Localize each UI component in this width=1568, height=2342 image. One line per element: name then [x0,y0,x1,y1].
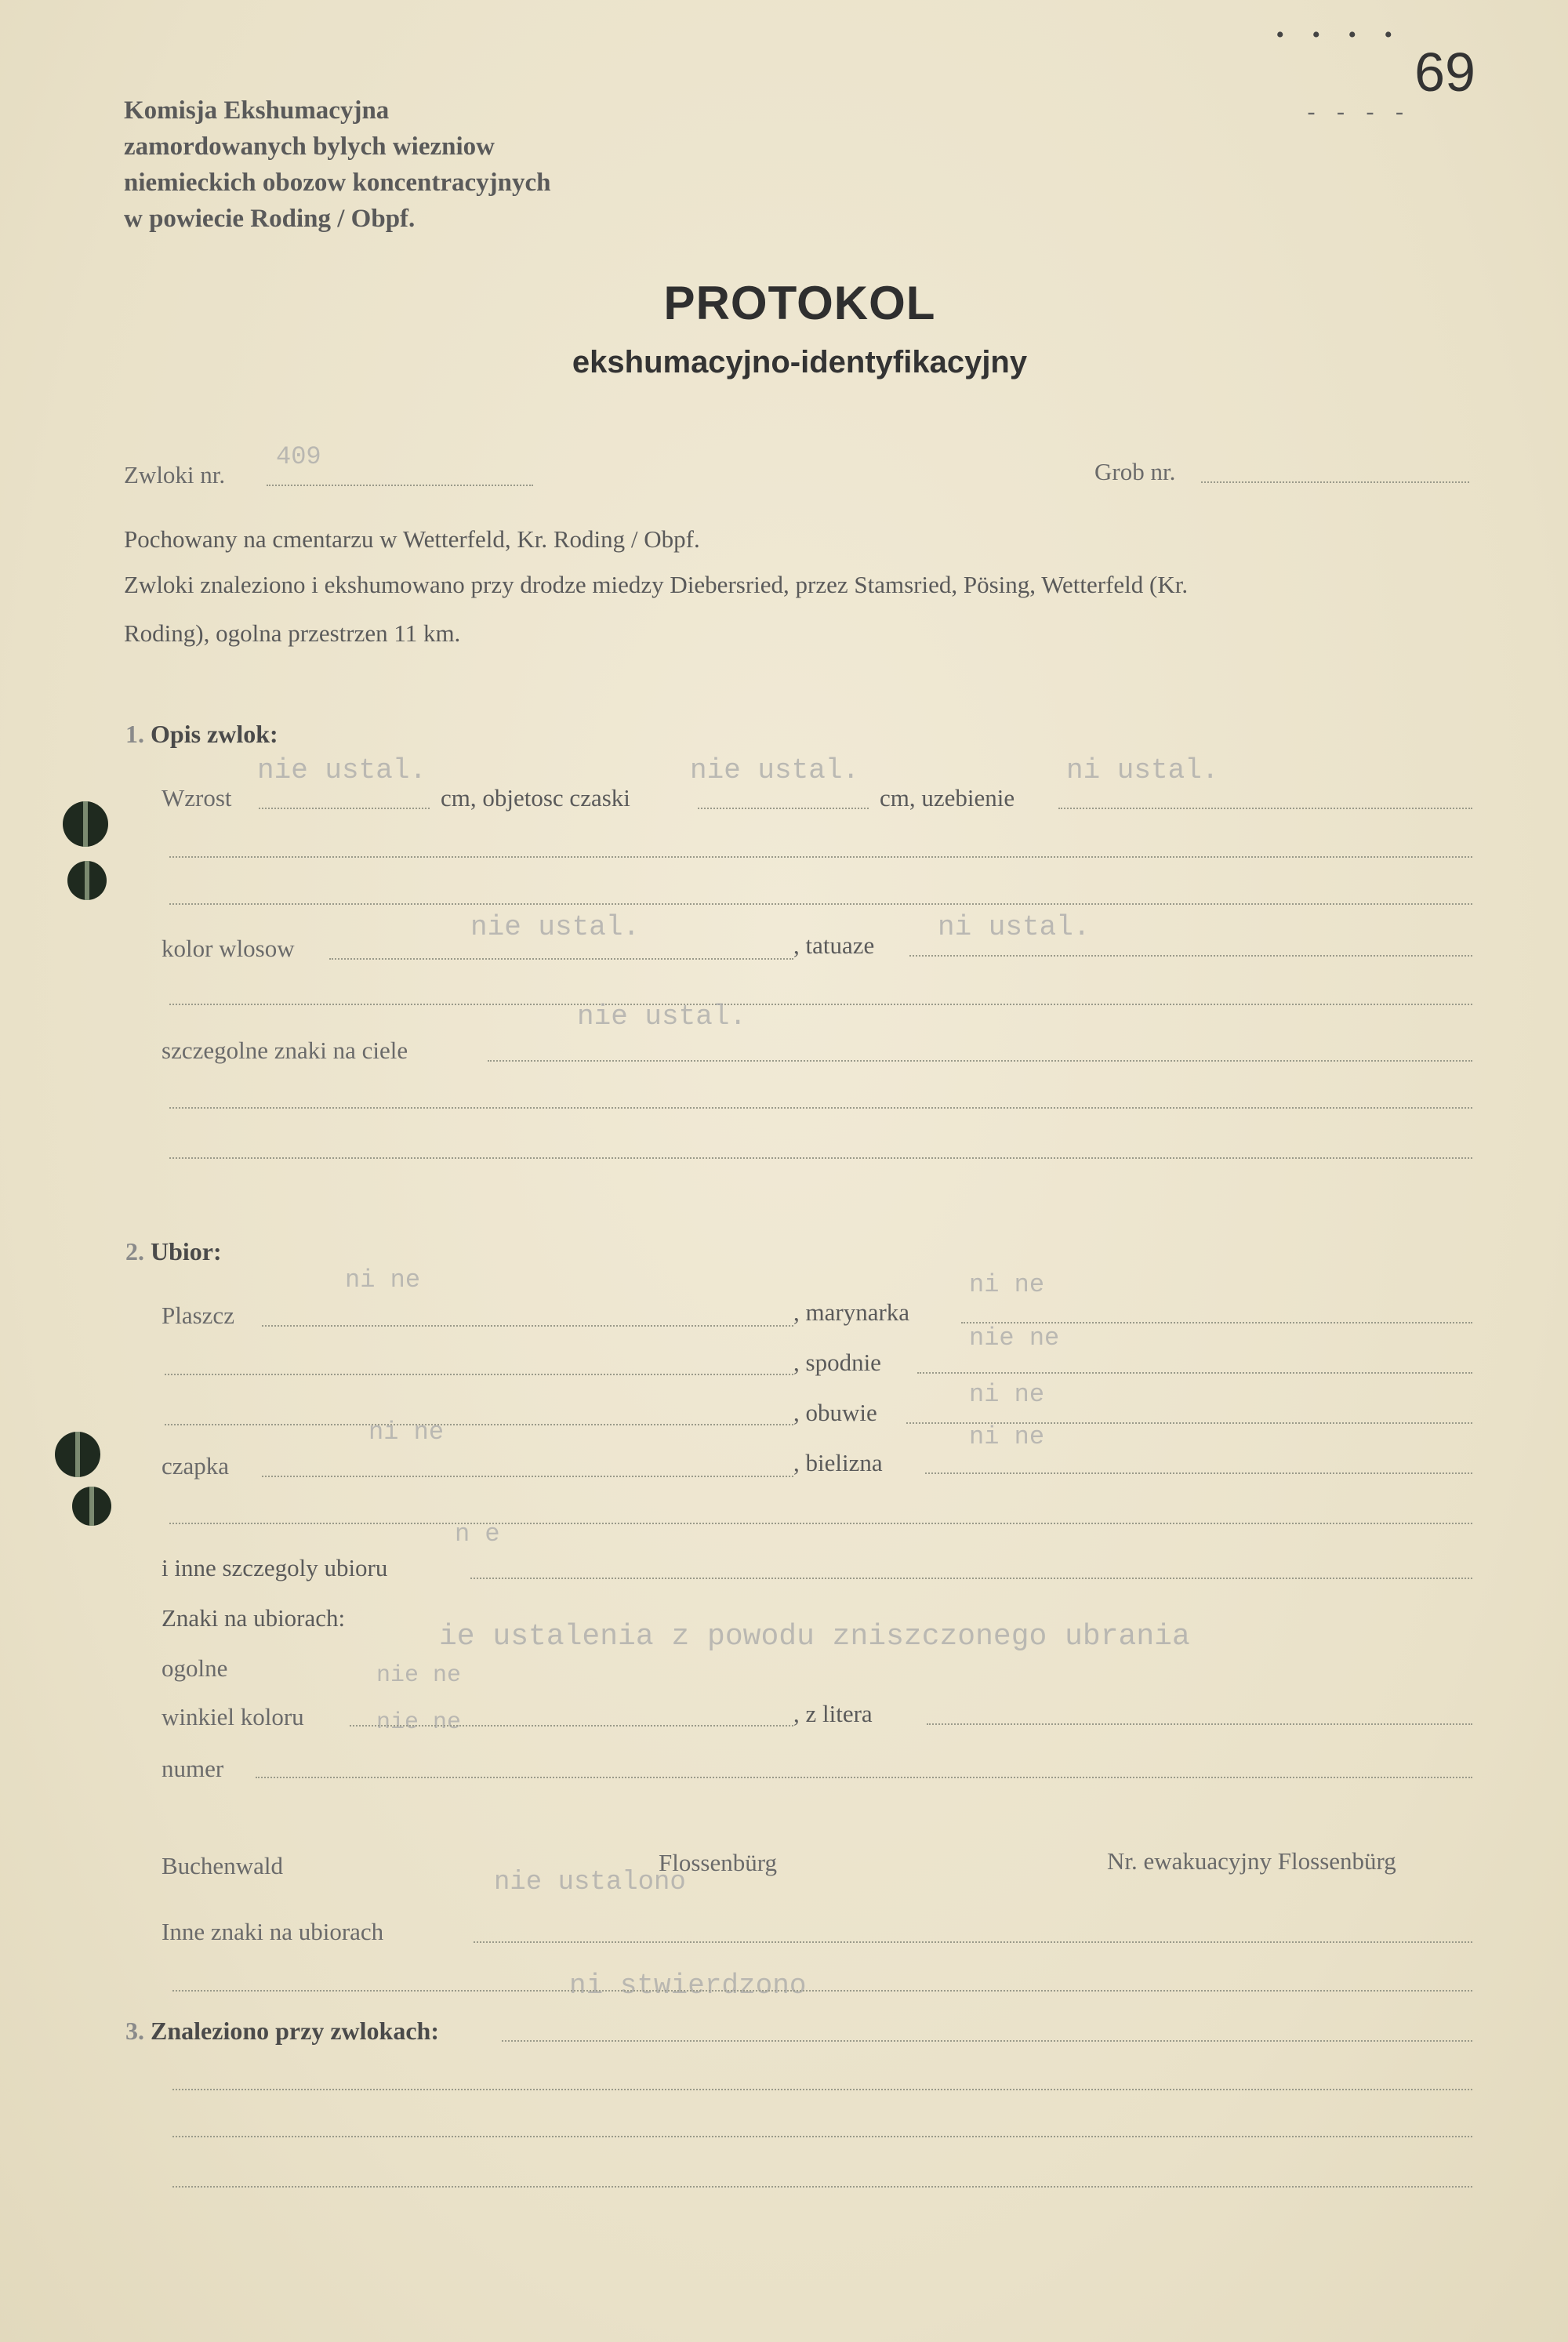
typed-bielizna: ni ne [969,1422,1045,1451]
spodnie-line [917,1372,1472,1374]
typed-spodnie: nie ne [969,1324,1060,1353]
section-number: 2. [125,1237,144,1265]
document-title: PROTOKOL [663,277,936,329]
typed-uzebienie: ni ustal. [1066,754,1219,786]
szczegolne-label: szczegolne znaki na ciele [162,1037,408,1064]
inne-szczegoly-line [470,1578,1472,1579]
typed-kolor: nie ustal. [470,911,641,943]
typed-plaszcz: ni ne [345,1265,421,1294]
punch-hole [67,861,107,900]
czapka-line [262,1476,793,1477]
bielizna-line [925,1472,1472,1474]
bielizna-label: , bielizna [793,1449,883,1476]
wzrost-label: Wzrost [162,784,232,812]
typed-tatuaze: ni ustal. [938,911,1091,943]
punch-hole [55,1432,100,1477]
wzrost-line [259,808,430,809]
typed-wzrost: nie ustal. [257,754,427,786]
ogolne-label: ogolne [162,1654,228,1682]
typed-marynarka: ni ne [969,1270,1045,1299]
blank-line [165,1374,793,1375]
winkiel-label: winkiel koloru [162,1703,304,1730]
typed-winkiel: nie ne [376,1709,462,1736]
document-subtitle: ekshumacyjno-identyfikacyjny [572,345,1028,379]
intro-line: Roding), ogolna przestrzen 11 km. [124,619,461,647]
typed-inne-znaki: ni stwierdzono [569,1970,807,2002]
typed-czaszka: nie ustal. [690,754,860,786]
flossenburg-label: Flossenbürg [659,1849,778,1876]
typed-inne: n e [455,1520,500,1549]
section-title: Znaleziono przy zwlokach: [151,2017,439,2045]
winkiel-line [350,1725,793,1727]
page-number: 69 [1414,42,1475,103]
szczegolne-line [488,1060,1472,1062]
inne-znaki-label: Inne znaki na ubiorach [162,1918,384,1945]
header-line: niemieckich obozow koncentracyjnych [124,169,551,197]
z-litera-line [927,1723,1472,1725]
marynarka-label: , marynarka [793,1298,910,1326]
z-litera-label: , z litera [793,1700,873,1727]
section-3-heading [125,2017,439,2046]
plaszcz-line [262,1325,793,1327]
inne-szczegoly-label: i inne szczegoly ubioru [162,1554,388,1581]
section-2-heading [125,1237,222,1266]
grob-label: Grob nr. [1094,458,1176,485]
spodnie-label: , spodnie [793,1349,881,1376]
header-line: Komisja Ekshumacyjna [124,96,390,125]
objetosc-label: cm, objetosc czaski [441,784,630,812]
section-1-heading [125,720,278,749]
zwloki-line [267,485,533,486]
blank-line [165,1424,793,1425]
typed-ogolne: nie ne [376,1662,462,1689]
plaszcz-label: Plaszcz [162,1302,234,1329]
czapka-label: czapka [162,1452,230,1480]
typed-czapka: ni ne [368,1418,445,1447]
typed-flossenburg: nie ustalono [494,1868,686,1897]
obuwie-label: , obuwie [793,1399,877,1426]
blank-line [172,2089,1472,2090]
kolor-label: kolor wlosow [162,935,295,962]
uzebienie-label: cm, uzebienie [880,784,1015,812]
zwloki-label: Zwloki nr. [124,461,226,488]
header-line: zamordowanych bylych wiezniow [124,133,495,161]
issuer-header [124,93,550,237]
section-number: 3. [125,2017,144,2045]
intro-line: Zwloki znaleziono i ekshumowano przy drodze miedzy Diebersried, przez Stamsried, Pösing, Wetterfeld (Kr. [124,571,1189,598]
punch-hole [63,801,108,847]
blank-line [169,1004,1472,1005]
section-number: 1. [125,720,144,748]
znaleziono-line [502,2040,1472,2042]
section-title: Opis zwlok: [151,720,278,748]
buchenwald-label: Buchenwald [162,1852,283,1879]
blank-line [172,2186,1472,2188]
inne-znaki-line [474,1941,1472,1943]
decorative-dashes: - - - - [1307,99,1411,125]
blank-line [169,856,1472,858]
numer-label: numer [162,1755,224,1782]
header-line: w powiecie Roding / Obpf. [124,205,416,233]
grob-line [1201,481,1469,483]
tatuaze-line [909,955,1472,957]
numer-line [256,1777,1472,1778]
czaszka-line [698,808,869,809]
typed-znaki: nie ustal. [577,1000,747,1033]
kolor-line [329,958,793,960]
blank-line [172,1990,1472,1992]
section-title: Ubior: [151,1237,222,1265]
typed-znaki-long: ie ustalenia z powodu zniszczonego ubrania [439,1620,1190,1654]
nr-ewakuacyjny-label: Nr. ewakuacyjny Flossenbürg [1107,1847,1396,1875]
punch-hole [72,1487,111,1526]
blank-line [169,903,1472,905]
blank-line [172,2136,1472,2137]
typed-obuwie: ni ne [969,1380,1045,1409]
intro-line: Pochowany na cmentarzu w Wetterfeld, Kr. Roding / Obpf. [124,525,700,553]
tatuaze-label: , tatuaze [793,931,875,959]
blank-line [169,1157,1472,1159]
uzebienie-line [1058,808,1472,809]
zwloki-number-typed: 409 [276,442,321,471]
blank-line [169,1523,1472,1524]
decorative-dots: • • • • [1276,22,1403,48]
znaki-na-ubiorach-label: Znaki na ubiorach: [162,1604,346,1632]
blank-line [169,1107,1472,1109]
